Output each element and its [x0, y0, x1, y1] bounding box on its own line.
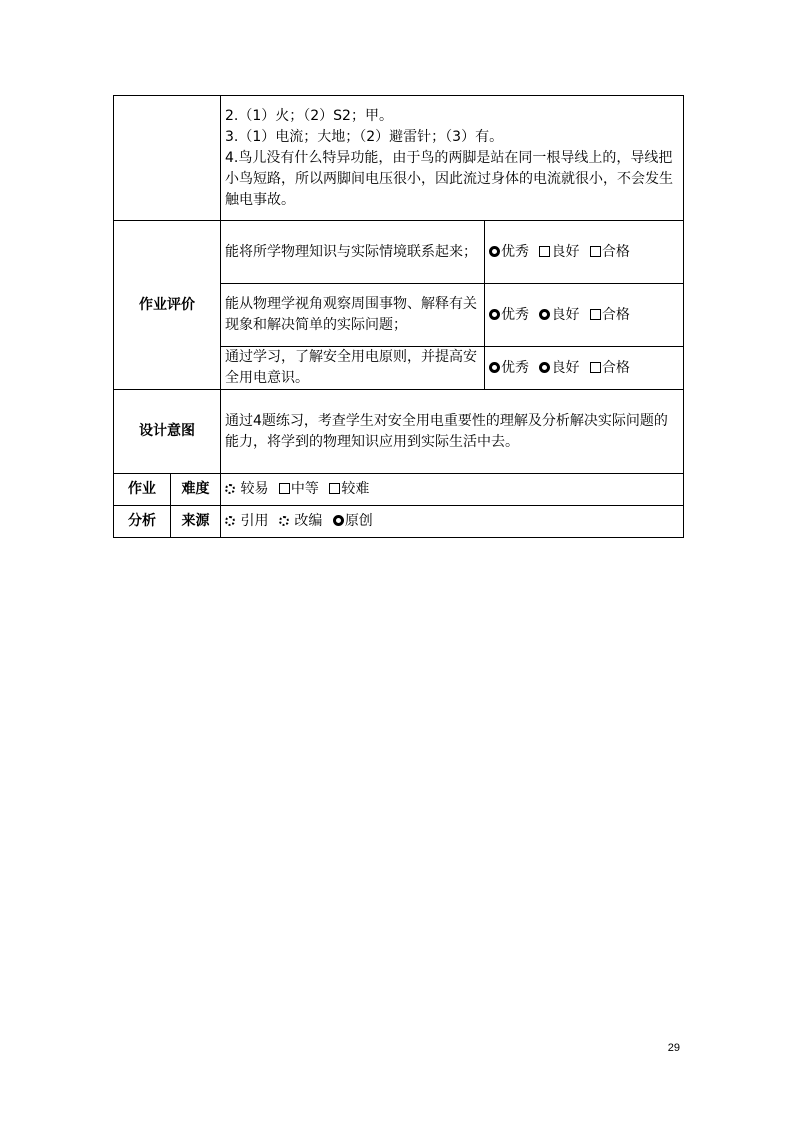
checkbox-icon: [590, 246, 601, 257]
filled-circle-icon: [489, 246, 500, 257]
difficulty-easy[interactable]: 较易: [225, 481, 268, 497]
rating-2: [485, 284, 684, 347]
checkbox-icon: [279, 483, 290, 494]
sun-icon: [279, 516, 289, 526]
source-row: [114, 506, 684, 538]
checkbox-icon: [590, 362, 601, 373]
filled-circle-icon: [539, 362, 550, 373]
answer-line-2: 2.（1）火；（2）S2；甲。: [225, 107, 393, 124]
rating-3-pass[interactable]: 合格: [590, 360, 630, 376]
rating-1-excellent[interactable]: 优秀: [489, 244, 529, 260]
answer-line-4: 4.鸟儿没有什么特异功能，由于鸟的两脚是站在同一根导线上的，导线把小鸟短路，所以两脚间电压很小，因此流过身体的电流就很小，不会发生触电事故。: [225, 149, 673, 208]
criterion-2: 能从物理学视角观察周围事物、解释有关现象和解决简单的实际问题；: [221, 284, 485, 347]
rating-3: [485, 347, 684, 390]
difficulty-options: [221, 474, 684, 506]
checkbox-icon: [590, 309, 601, 320]
difficulty-hard[interactable]: 较难: [329, 481, 369, 497]
filled-circle-icon: [333, 515, 344, 526]
checkbox-icon: [329, 483, 340, 494]
criterion-3: 通过学习，了解安全用电原则，并提高安全用电意识。: [221, 347, 485, 390]
source-label: 来源: [171, 506, 221, 538]
source-options: [221, 506, 684, 538]
analysis-label-top: 作业: [114, 474, 171, 506]
source-cited[interactable]: 引用: [225, 513, 268, 529]
evaluation-label: 作业评价: [114, 221, 221, 390]
rating-2-excellent[interactable]: 优秀: [489, 307, 529, 323]
answers-cell: [221, 96, 684, 221]
homework-table: [113, 95, 684, 538]
rating-1-good[interactable]: 良好: [539, 244, 579, 260]
filled-circle-icon: [489, 362, 500, 373]
design-intent-label: 设计意图: [114, 390, 221, 474]
design-intent-text: 通过4题练习，考查学生对安全用电重要性的理解及分析解决实际问题的能力，将学到的物理知识应用到实际生活中去。: [221, 390, 684, 474]
difficulty-medium[interactable]: 中等: [279, 481, 319, 497]
filled-circle-icon: [489, 309, 500, 320]
filled-circle-icon: [539, 309, 550, 320]
page-number: 29: [667, 1042, 680, 1054]
checkbox-icon: [539, 246, 550, 257]
rating-3-good[interactable]: 良好: [539, 360, 579, 376]
rating-1: [485, 221, 684, 284]
rating-1-pass[interactable]: 合格: [590, 244, 630, 260]
analysis-label-bottom: 分析: [114, 506, 171, 538]
rating-2-good[interactable]: 良好: [539, 307, 579, 323]
criterion-1: 能将所学物理知识与实际情境联系起来；: [221, 221, 485, 284]
answers-row: [114, 96, 684, 221]
answer-line-3: 3.（1）电流；大地；（2）避雷针；（3）有。: [225, 128, 504, 145]
source-adapted[interactable]: 改编: [279, 513, 322, 529]
difficulty-row: [114, 474, 684, 506]
rating-3-excellent[interactable]: 优秀: [489, 360, 529, 376]
sun-icon: [225, 516, 235, 526]
design-intent-row: [114, 390, 684, 474]
sun-icon: [225, 484, 235, 494]
source-original[interactable]: 原创: [333, 513, 373, 529]
rating-2-pass[interactable]: 合格: [590, 307, 630, 323]
difficulty-label: 难度: [171, 474, 221, 506]
answers-label-cell: [114, 96, 221, 221]
evaluation-row-1: [114, 221, 684, 284]
